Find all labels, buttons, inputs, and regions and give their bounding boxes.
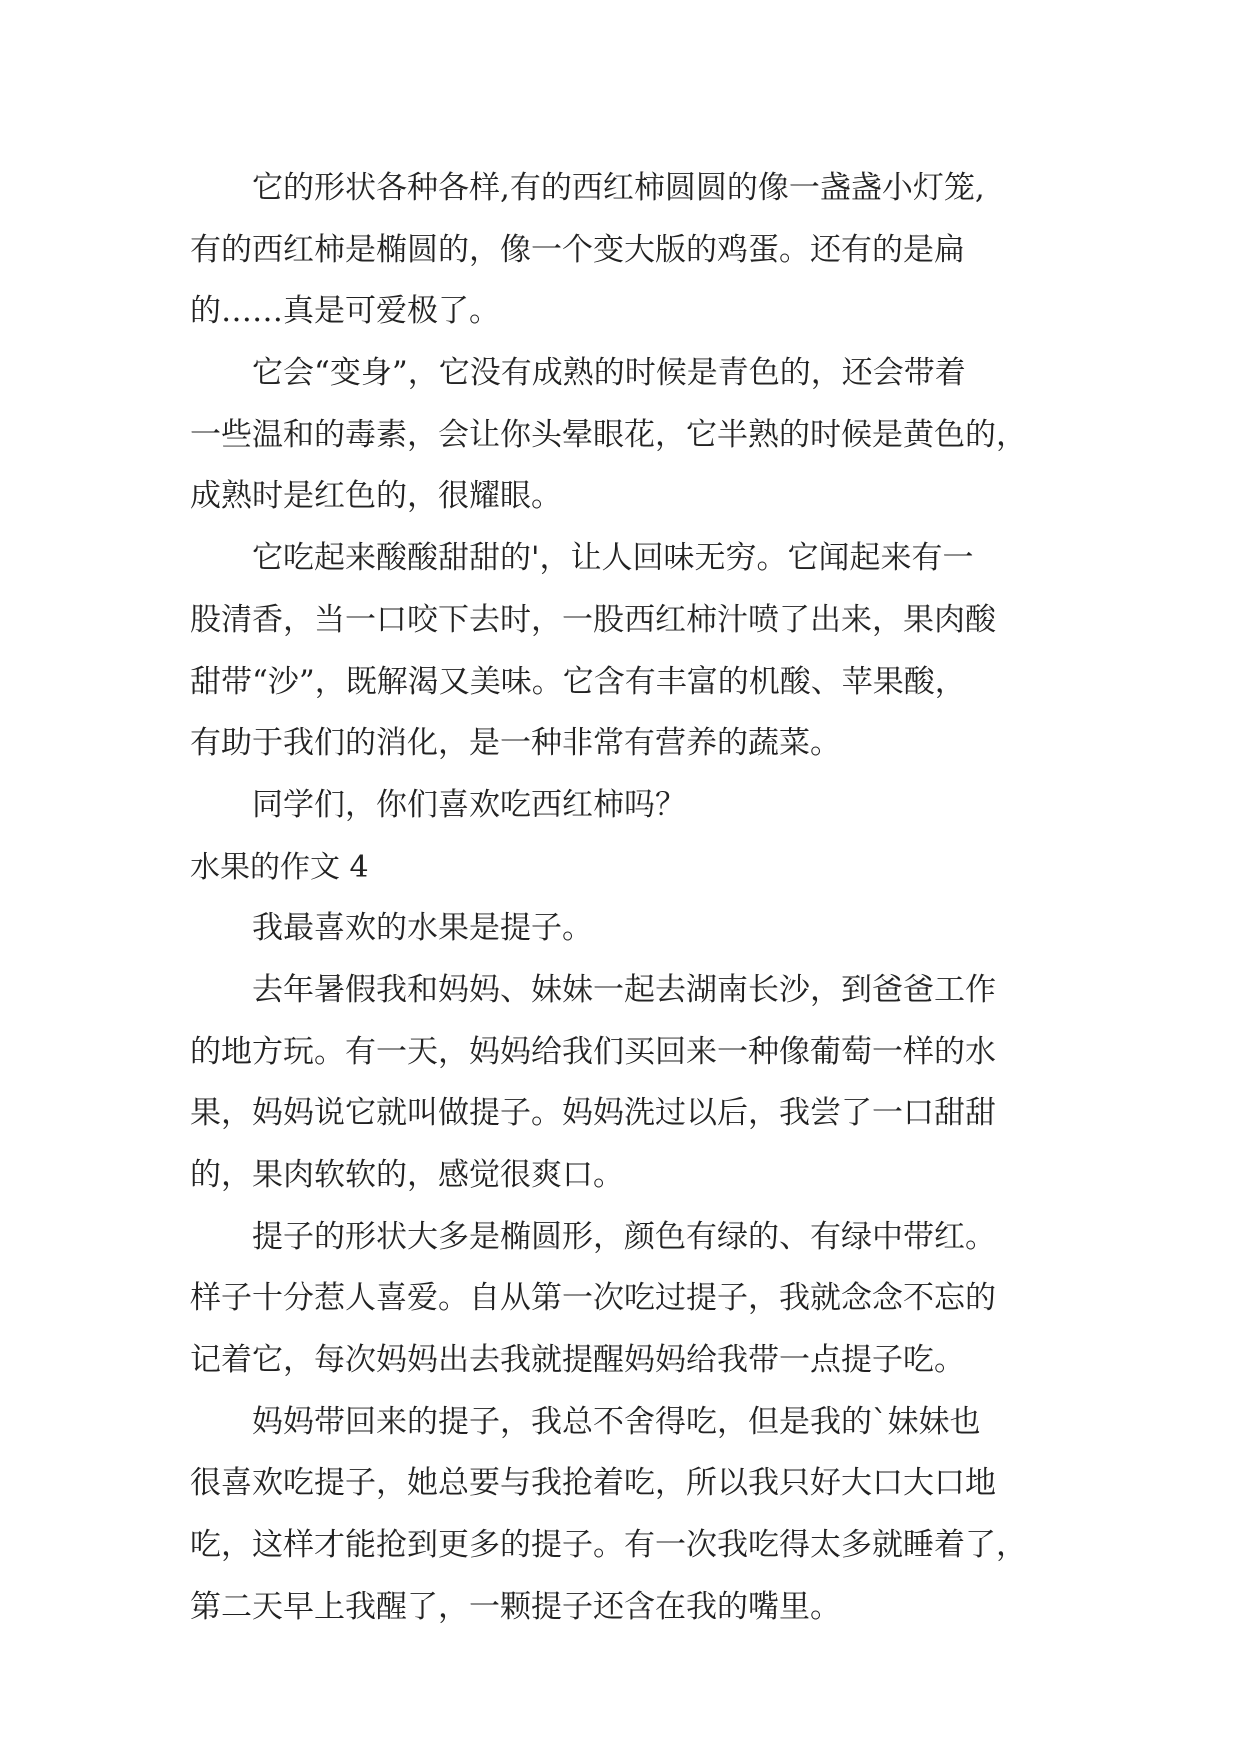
text-line: 很喜欢吃提子，她总要与我抢着吃，所以我只好大口大口地 xyxy=(190,1465,996,1502)
text-line: 去年暑假我和妈妈、妹妹一起去湖南长沙，到爸爸工作 xyxy=(252,971,996,1008)
document-body xyxy=(190,158,1090,1639)
section-heading: 水果的作文 4 xyxy=(190,849,369,885)
text-line: 样子十分惹人喜爱。自从第一次吃过提子，我就念念不忘的 xyxy=(190,1280,996,1317)
text-line: 成熟时是红色的，很耀眼。 xyxy=(190,478,562,515)
text-line: 它吃起来酸酸甜甜的'，让人回味无穷。它闻起来有一 xyxy=(252,540,974,577)
text-line: 果，妈妈说它就叫做提子。妈妈洗过以后，我尝了一口甜甜 xyxy=(190,1095,996,1132)
text-line: 一些温和的毒素，会让你头晕眼花，它半熟的时候是黄色的， xyxy=(190,416,1027,453)
text-line: 的，果肉软软的，感觉很爽口。 xyxy=(190,1157,624,1193)
text-line: 吃，这样才能抢到更多的提子。有一次我吃得太多就睡着了， xyxy=(190,1527,1027,1564)
text-line: 有助于我们的消化，是一种非常有营养的蔬菜。 xyxy=(190,725,841,762)
text-line: 记着它，每次妈妈出去我就提醒妈妈给我带一点提子吃。 xyxy=(190,1342,965,1379)
text-line: 它会“变身”，它没有成熟的时候是青色的，还会带着 xyxy=(252,355,966,392)
text-line: 的地方玩。有一天，妈妈给我们买回来一种像葡萄一样的水 xyxy=(190,1033,996,1070)
text-line: 妈妈带回来的提子，我总不舍得吃，但是我的`妹妹也 xyxy=(252,1403,981,1440)
text-line: 我最喜欢的水果是提子。 xyxy=(252,910,593,947)
text-line: 它的形状各种各样,有的西红柿圆圆的像一盏盏小灯笼, xyxy=(252,170,985,206)
text-line: 第二天早上我醒了，一颗提子还含在我的嘴里。 xyxy=(190,1588,841,1625)
text-line: 有的西红柿是椭圆的，像一个变大版的鸡蛋。还有的是扁 xyxy=(190,231,965,268)
text-line: 股清香，当一口咬下去时，一股西红柿汁喷了出来，果肉酸 xyxy=(190,601,996,638)
text-line: 提子的形状大多是椭圆形，颜色有绿的、有绿中带红。 xyxy=(252,1218,996,1255)
text-line: 的……真是可爱极了。 xyxy=(190,293,500,330)
text-line: 同学们，你们喜欢吃西红柿吗？ xyxy=(252,786,686,823)
text-line: 甜带“沙”，既解渴又美味。它含有丰富的机酸、苹果酸， xyxy=(190,663,966,700)
